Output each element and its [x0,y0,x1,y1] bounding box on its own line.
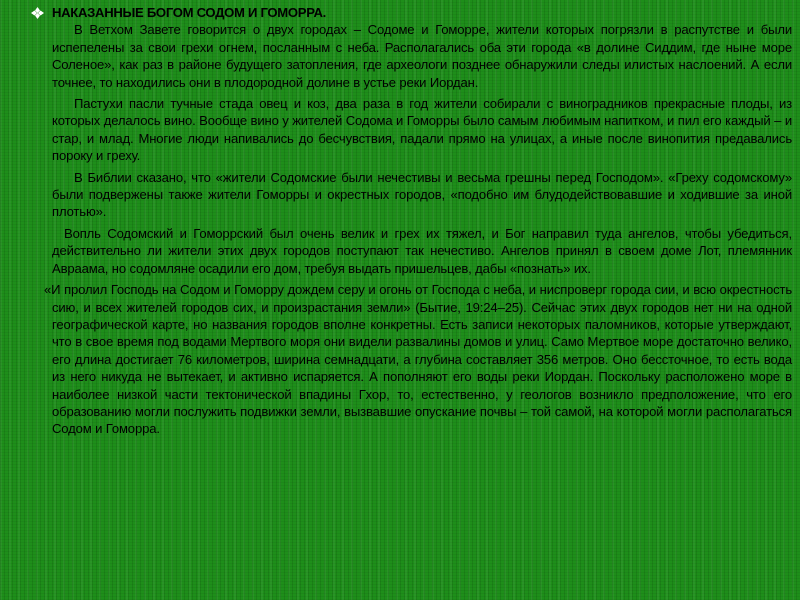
slide-content [30,4,792,442]
paragraph-4: Вопль Содомский и Гоморрский был очень велик и грех их тяжел, и Бог направил туда ангелов, чтобы убедиться, действительно ли жители этих двух городов поступают так нечестиво. Ангелов принял в своем доме Лот, племянник Авраама, но содомляне осадили его дом, требуя выдать пришельцев, дабы «познать» их. [52,225,792,276]
paragraph-3: В Библии сказано, что «жители Содомские были нечестивы и весьма грешны перед Господом». «Греху содомскому» были подвержены также жители Гоморры и окрестных городов, «подобно им блудодействовавшие и ходившие за иной плотью». [52,169,792,220]
diamond-arrow-bullet-icon [30,4,52,21]
paragraph-5: «И пролил Господь на Содом и Гоморру дождем серу и огонь от Господа с неба, и ниспроверг города сии, и всю окрестность сию, и всех жителей городов сих, и произрастания земли» (Бытие, 19:24–25). Сейчас этих двух городов нет ни на одной географической карте, но названия городов вполне конкретны. Есть записи некоторых паломников, которые утверждают, что в свое время под водами Мертвого моря они видели развалины домов и улиц. Само Мертвое море достаточно велико, его длина достигает 76 километров, ширина семнадцати, а глубина составляет 356 метров. Оно бессточное, то есть вода из него никуда не вытекает, и активно испаряется. А пополняют его воды реки Иордан. Поскольку расположено море в наиболее низкой части тектонической впадины Гхор, то, естественно, у геологов возникло предположение, что его образованию могли послужить подвижки земли, вызвавшие опускание почвы – той самой, на которой могли располагаться Содом и Гоморра. [44,282,792,437]
heading-row [30,4,792,21]
paragraph-2: Пастухи пасли тучные стада овец и коз, два раза в год жители собирали с виноградников прекрасные плоды, из которых делалось вино. Вообще вино у жителей Содома и Гоморры было самым любимым напитком, и пил его каждый – и стар, и млад. Многие люди напивались до бесчувствия, падали прямо на улицах, а иные после винопития предавались пороку и греху. [52,96,792,164]
slide-title: НАКАЗАННЫЕ БОГОМ СОДОМ И ГОМОРРА. [52,5,326,20]
paragraph-1: В Ветхом Завете говорится о двух городах – Содоме и Гоморре, жители которых погрязли в распутстве и были испепелены за свои грехи огнем, посланным с неба. Располагались оба эти города «в долине Сиддим, где ныне море Соленое», как раз в районе будущего затопления, где археологи позднее обнаружили следы илистых наслоений. А если точнее, то находились они в плодородной долине в устье реки Иордан. [52,22,792,90]
